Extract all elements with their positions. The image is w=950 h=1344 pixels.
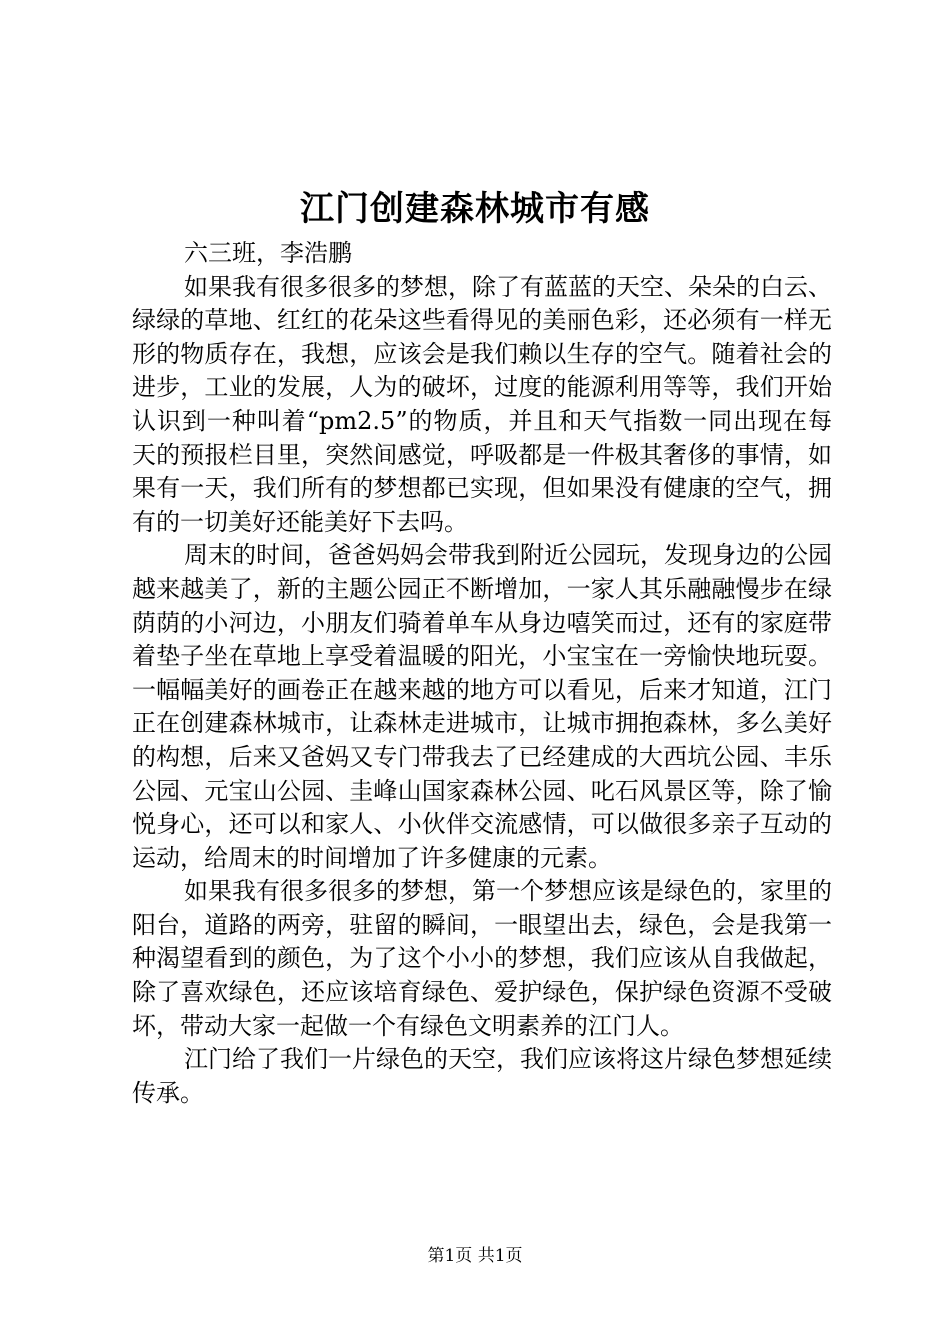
document-title: 江门创建森林城市有感 — [300, 189, 650, 229]
paragraph-1: 如果我有很多很多的梦想，除了有蓝蓝的天空、朵朵的白云、绿绿的草地、红红的花朵这些看得见的美丽色彩，还必须有一样无形的物质存在，我想，应该会是我们赖以生存的空气。随着社会的进步，工业的发展，人为的破坏，过度的能源利用等等，我们开始认识到一种叫着“pm2.5”的物质，并且和天气指数一同出现在每天的预报栏目里，突然间感觉，呼吸都是一件极其奢侈的事情，如果有一天，我们所有的梦想都已实现，但如果没有健康的空气，拥有的一切美好还能美好下去吗。 — [132, 272, 832, 536]
document-body — [132, 237, 832, 1110]
paragraph-3: 如果我有很多很多的梦想，第一个梦想应该是绿色的，家里的阳台，道路的两旁，驻留的瞬间，一眼望出去，绿色，会是我第一种渴望看到的颜色，为了这个小小的梦想，我们应该从自我做起，除了喜欢绿色，还应该培育绿色、爱护绿色，保护绿色资源不受破坏，带动大家一起做一个有绿色文明素养的江门人。 — [132, 877, 832, 1040]
page-number-footer: 第1页 共1页 — [427, 1246, 523, 1266]
paragraph-4: 江门给了我们一片绿色的天空，我们应该将这片绿色梦想延续传承。 — [132, 1045, 832, 1107]
paragraph-2: 周末的时间，爸爸妈妈会带我到附近公园玩，发现身边的公园越来越美了，新的主题公园正不断增加，一家人其乐融融慢步在绿荫荫的小河边，小朋友们骑着单车从身边嘻笑而过，还有的家庭带着垫子坐在草地上享受着温暖的阳光，小宝宝在一旁愉快地玩耍。一幅幅美好的画卷正在越来越的地方可以看见，后来才知道，江门正在创建森林城市，让森林走进城市，让城市拥抱森林，多么美好的构想，后来又爸妈又专门带我去了已经建成的大西坑公园、丰乐公园、元宝山公园、圭峰山国家森林公园、叱石风景区等，除了愉悦身心，还可以和家人、小伙伴交流感情，可以做很多亲子互动的运动，给周末的时间增加了许多健康的元素。 — [132, 541, 832, 872]
author-line: 六三班，李浩鹏 — [184, 239, 352, 267]
